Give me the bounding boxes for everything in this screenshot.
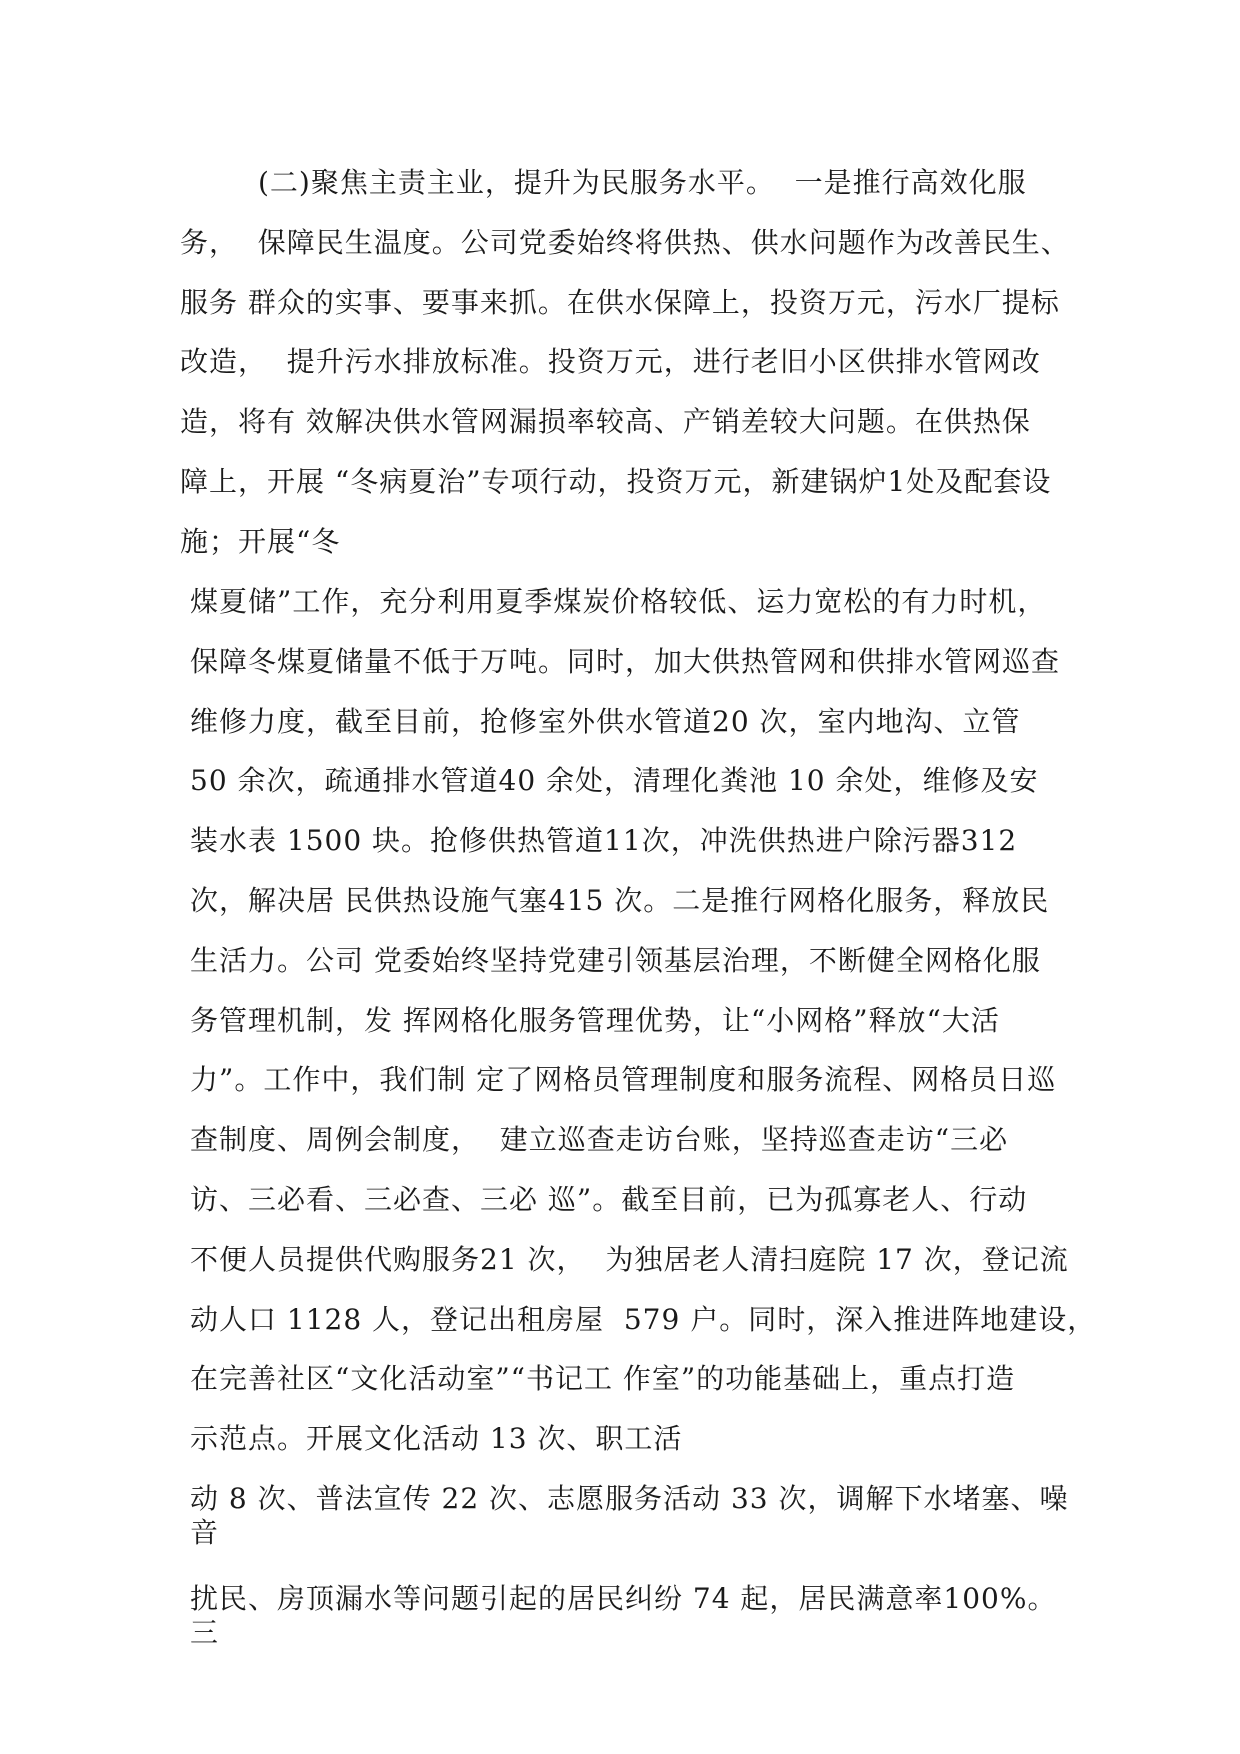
paragraph-line: 50 余次，疏通排水管道40 余处，清理化粪池 10 余处，维修及安 xyxy=(190,764,1039,797)
paragraph-line: 改造， 提升污水排放标准。投资万元，进行老旧小区供排水管网改 xyxy=(180,345,1041,378)
paragraph-line: 三 xyxy=(190,1616,220,1649)
paragraph-line: 务， 保障民生温度。公司党委始终将供热、供水问题作为改善民生、 xyxy=(180,226,1070,259)
paragraph-line: 生活力。公司 党委始终坚持党建引领基层治理，不断健全网格化服 xyxy=(190,944,1041,977)
paragraph-line: 音 xyxy=(190,1516,220,1549)
paragraph-line: 装水表 1500 块。抢修供热管道11次，冲洗供热进户除污器312 xyxy=(190,824,1018,857)
paragraph-line: 查制度、周例会制度， 建立巡查走访台账，坚持巡查走访“三必 xyxy=(190,1123,1009,1156)
paragraph-line: 扰民、房顶漏水等问题引起的居民纠纷 74 起，居民满意率100%。 xyxy=(190,1582,1057,1615)
paragraph-line: 力”。工作中，我们制 定了网格员管理制度和服务流程、网格员日巡 xyxy=(190,1063,1057,1096)
paragraph-line: 维修力度，截至目前，抢修室外供水管道20 次，室内地沟、立管 xyxy=(190,705,1021,738)
paragraph-line: 示范点。开展文化活动 13 次、职工活 xyxy=(190,1422,683,1455)
paragraph-line: 访、三必看、三必查、三必 巡”。截至目前，已为孤寡老人、行动 xyxy=(190,1183,1028,1216)
paragraph-line: 动人口 1128 人，登记出租房屋 579 户。同时，深入推进阵地建设， xyxy=(190,1303,1097,1336)
paragraph-line: 保障冬煤夏储量不低于万吨。同时，加大供热管网和供排水管网巡查 xyxy=(190,645,1061,678)
paragraph-line: (二)聚焦主责主业，提升为民服务水平。 一是推行高效化服 xyxy=(258,166,1027,199)
paragraph-line: 动 8 次、普法宣传 22 次、志愿服务活动 33 次，调解下水堵塞、噪 xyxy=(190,1482,1069,1515)
paragraph-line: 造，将有 效解决供水管网漏损率较高、产销差较大问题。在供热保 xyxy=(180,405,1031,438)
paragraph-line: 服务 群众的实事、要事来抓。在供水保障上，投资万元，污水厂提标 xyxy=(180,286,1060,319)
paragraph-line: 煤夏储”工作，充分利用夏季煤炭价格较低、运力宽松的有力时机， xyxy=(190,585,1047,618)
paragraph-line: 障上，开展 “冬病夏治”专项行动，投资万元，新建锅炉1处及配套设 xyxy=(180,465,1052,498)
paragraph-line: 次，解决居 民供热设施气塞415 次。二是推行网格化服务，释放民 xyxy=(190,884,1050,917)
paragraph-line: 不便人员提供代购服务21 次， 为独居老人清扫庭院 17 次，登记流 xyxy=(190,1243,1069,1276)
paragraph-line: 务管理机制，发 挥网格化服务管理优势，让“小网格”释放“大活 xyxy=(190,1004,1000,1037)
paragraph-line: 在完善社区“文化活动室”“书记工 作室”的功能基础上，重点打造 xyxy=(190,1362,1016,1395)
paragraph-line: 施；开展“冬 xyxy=(180,525,341,558)
